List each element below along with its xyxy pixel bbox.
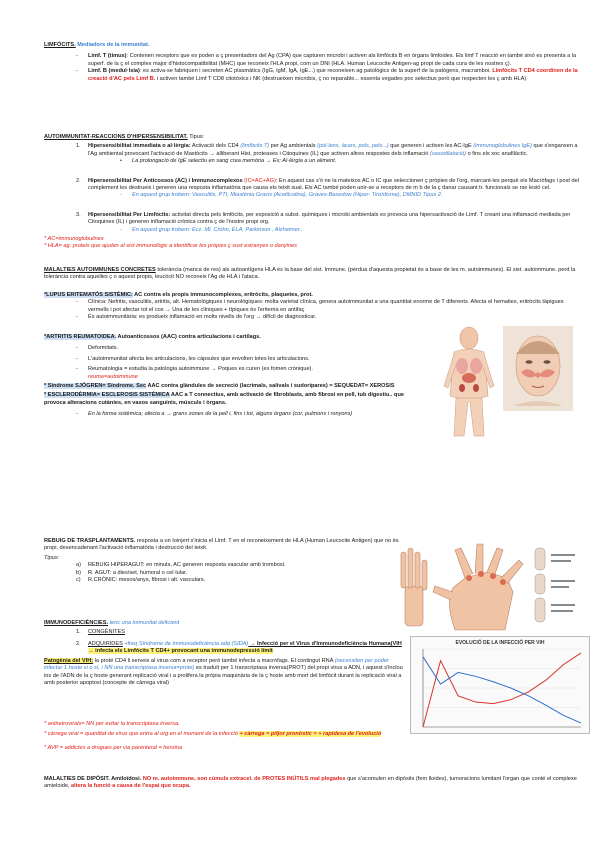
item-text: : En aquest cas s'ó ne la mateixos AC o IC que seleccionen ç pròpies de l'org, marcant-les perquè els Macròfags i post del complement les destrueix i generen una resposta inflamatòria que causa els teixit sual. Els AC també poden unir-se a receptors de m b de la ç danar causant tr. funcionals se rse lesió cel. [88,177,579,192]
item-text: Activació dels CD4 [190,143,241,150]
item-sub: En aquest grup trobem: Vasculitis, PTI, Miastènia Gravis (Acetilcolina), Graves-Basedow (Hiper- Tiroïdisme), DMNID Tipus 2. [132,192,443,199]
section-malalties [44,267,584,282]
lupus-item: Clínica: Nefritis, vasculitis, artritis, alt. Hematològiques i neurològiques: molta varietat clínica, genera autoimmunitat a una quantitat enorme de T diferents. Afecta el hematies, eritròcits tàpigues vermells i pot afectar tot el cos → Una de les clíniques + típiques és l'eritema en antifaç [88,299,564,313]
lupus-block: *LUPUS ERITEMATÓS SISTÈMIC: AC contra els propis immunocomplexes, eritròcits, plaquetes, prot. - Clínica: Nefritis, vasculitis, artritis, alt. Hematològiques i neurològiques: molta varietat clínica, genera autoimmunitat a una quantitat enorme de T diferents. Afecta el hematies, eritròcits tàpigues vermells i pot afectar tot el cos → Una de les clíniques + típiques és l'eritema en antifaç - És autoimmunitària: es produeix inflamació en molts nivells de l'org → difícil de diagnosticar. [44,292,564,321]
escl-title: * ESCLERODÈRMIA= ESCLEROSIS SISTÈMICA [44,392,170,399]
artritis-red: reuma=autoimmune [88,373,138,380]
section-immuno [44,620,584,637]
sida-blue: +freq Síndrome de Immunodeficiència adq (SIDA) [122,641,249,647]
rebuig-item: R.CRÒNIC: mesos/anys, fibrosi i alt. vasculars. [88,577,206,584]
lupus-item: És autoimmunitària: es produeix inflamació en molts nivells de l'org → difícil de diagnosticar. [88,314,317,321]
patogenia-blue: (necessiten per poder infectar 1 hoste si o sí, i NN una transcriptasa inversa=prote) [44,657,389,672]
item-number: 2. [76,177,81,184]
item-number: 1. [76,143,81,150]
item-sub: La prolongació de IgE selectiu en sang crea memòria → Ex; Al·lèrgia a un aliment. [132,158,337,165]
limfocits-title: LIMFÒCITS. [44,42,76,48]
chart-grid [423,649,581,727]
artritis-item: Deformitats. [88,345,119,352]
escl-text: AAC a T connectius, amb activació de fibroblasts, amb fibrosi en pell, tub digestiu.. que provoca alteracions cutànies, en vasos sanguinis, músculs i òrgans. [44,392,404,406]
rebuig-text: resposta a un Ioinjert s'inicia el Limf. T en el reconeixement de HLA (Human Leucocite Antigen) que no és propi, desencadenant l'activació inflamatòria i destrucció del teixit. [44,538,399,552]
artritis-title: *ARTRITIS REUMATOIDEA. [44,334,117,340]
immuno-title: IMMUNODEFICIÈNCIES. [44,620,109,626]
item-blue: (pòl·lens, àcars, pols, pels...) [317,143,389,150]
section-autoimmunitat: AUTOIMMUNITAT-REACCIONS D'HIPERSENSIBILITAT. Tipus: 1. Hipersensibilitat immediata o al·lèrgia: Activació dels CD4 (limfòcits T) per Ag ambientals (pòl·lens, àcars, pols, pels...) que generen i activen les AC-IgE (immunoglobulines IgE) que s'enganxen a l'Ag ambiental provocant l'activació de Mastòcits → alliberant Hist, proteases i Citoquines (IL) que activen altres respostes dels inflamació (vasodilatació) o fins els xoc anafilàctic. • La prolongació de IgE selectiu en sang crea memòria → Ex; Al·lèrgia a un aliment. 2. Hipersensibilitat Per Anticossos (AC) i Immunocomplexos (IC=AC+AG): En aquest cas s'ó ne la mateixos AC o IC que seleccionen ç pròpies de l'org, marcant-les perquè els Macròfags i post del complement les destrueix i generen una resposta inflamatòria que causa els teixit sual. Els AC també poden unir-se a receptors de m b de la ç danar causant tr. funcionals se rse lesió cel. - En aquest grup trobem: Vasculitis, PTI, Miastènia Gravis (Acetilcolina), Graves-Basedow (Hiper- Tiroïdisme), DMNID Tipus 2. 3. Hipersensibilitat Per Limfòcits: activitat directa pels limfòcits, per exposició a subst. químiques i microbi ambientals es provoca una hipersactivació de Limf. T creant una inflamació mediada per Citoquines (IL) i generen inflamació crònica contra ç de l'nostre propi org. - En aquest grup trobem: Ecz. Ml. Crohn, ELA, Parkinson , Alzheimer.. * AC=immunoglobulines * HLA= ag. proteis que ajuden al sist immunològic a identificar les pròpies ç sust estranyes o danyines [44,134,584,251]
rebuig-item: REBUIG HIPERAGUT: en minuts, AC generen resposta vascular amb trombosi. [88,562,286,569]
item-text: que s'enganxen a l'Ag ambiental provocant l'activació de Mastòcits → alliberant Hist, proteases i Citoquines (IL) que activen altres respostes dels inflamació [88,143,578,157]
artritis-tail: Autoanticossos (AAC) contra articulacions i cartílags. [116,334,261,340]
item-red: (IC=AC+AG) [242,177,276,184]
lupus-tail: AC contra els propis immunocomplexes, eritròcits, plaquetes, prot. [132,292,313,298]
malalties-title: MALALTIES AUTOIMMUNES CONCRETES [44,267,156,273]
malalties-intro: tolerància (manca de res) als autoantígens HLA és la base del sist. Immune. (pèrdua d'aquesta propietat és a base de les m. autoimmunes). El sist. autoimmune. perd la tolerància contra aquelles ç o aquest propis, leucòcit NO reconeix l'Ag de HLA i l'ataca. [44,267,576,281]
item-text: activitat directa pels limfòcits, per exposició a subst. químiques i microbi ambientals es provoca una hipersactivació de Limf. T creant una inflamació mediada per Citoquines (IL) i generen inflamació crònica contra ç de l'nostre propi org. [88,211,571,226]
diposit-text: que s'acomulen en dipòsits (fem lloides), tumoracions lumitant l'organ que conté el complexe amieloide, [44,776,577,790]
sida-block [44,641,406,687]
item-text: per Ag ambientals [269,143,318,150]
sida-highlight: → infecta els Limfòcits T CD4+ provocant una immunodepressió límit [88,648,273,655]
note-hla: * HLA= ag. proteis que ajuden al sist immunològic a identificar les pròpies ç sust estranyes o danyines [44,243,297,250]
item-blue: (limfòcits T) [240,143,270,150]
lupus-title: *LUPUS ERITEMATÓS SISTÈMIC: [44,292,133,298]
limf-b-red: Limfòcits T CD4 coordinen de la creació d'AC pels Limf B. [88,68,578,82]
sjogren-text: AAC contra glàndules de secreció (lacrimals, salivals i sudorípares) = SEQUEDAT= XEROSIS [146,383,395,390]
immuno-item-number: 1. [76,629,81,636]
limfocits-subtitle: Mediadors de la immunitat. [75,42,150,48]
autoimmunitat-title-tail: Tipus: [187,134,205,140]
autoimmunitat-title: AUTOIMMUNITAT-REACCIONS D'HIPERSENSIBILITAT. [44,134,188,140]
rebuig-item-letter: a) [76,562,81,569]
vih-evolution-chart [410,636,590,734]
patogenia-text: la proté CD4 li serveix al virus com a receptor però també infecta a macròfags. El contingut RNA [93,657,335,664]
note-ac: * AC=immunoglobulines [44,236,104,243]
chart-series-line-2 [423,657,581,723]
note-carrega-viral: * càrrega viral = quantitat de virus que entra al org en el moment de la infecció [44,731,240,738]
rebuig-tipus: Tipus: [44,554,60,561]
limf-t-label: Limf. T (timus) [88,53,127,60]
note-avp: * AVP = addictes a drogues per via parenteral = heroïna [44,744,183,751]
rebuig-item: R. AGUT: a dies/set, humoral o cel·lular. [88,569,188,576]
item-blue: (vasodilatació) [429,150,467,157]
immuno-item: ADQUIRIDES [88,641,123,647]
item-label: Hipersensibilitat Per Anticossos (AC) i Immunocomplexos [88,177,243,184]
limf-b-tail: i activen també Limf T CD8 citotòxics i NK (destrueixen microbis, ç no reparable... essenta vegades poc selectius però que respecten les ç amb HLA) [155,75,527,82]
limf-b-text: : es activa-se fabriquen i secreten AC plasmàtics (IgG, IgM, IgA, IgE...) que reconeixen ag patològics de la superf de la patògens, macramboi. [139,68,491,75]
patogenia-title: Patogènia del VIH: [44,657,94,664]
sida-mid: → Infecció per el Virus d'Immunodeficiència Humana(VIH [248,641,402,647]
sjogren-title: * Síndrome SJÖGREN= Síndrome. Sec [44,383,147,390]
rebuig-item-letter: b) [76,569,81,576]
escl-sub: En la forma sistèmica; afecta a → grans zones de la pell i, fins i tot, alguns òrgans (cor, pulmons i ronyons) [88,411,353,418]
section-diposit [44,776,584,791]
item-sub: En aquest grup trobem: Ecz. Ml. Crohn, ELA, Parkinson , Alzheimer.. [132,226,303,233]
patogenia-text2: es traduït per 1 transcriptasa inversa(PROT) del propi virus a ADN, i aquest s'inclou ins de l'ADN de la ç hoste generant replicació viral i a prolifera la pròpia maquinària de la ç hoste amb mort del limfòcit durant la replicació viral a amb posterior apoptosi (concepte de càrrega viral) [44,665,403,687]
artritis-item: L'autoimmunitat afecta les articulacions, les càpsules que envolten totes les articulacions. [88,355,310,362]
item-text: o fins els xoc anafilàctic. [466,150,528,157]
face-rash-figure [503,326,573,411]
chart-series-line-1 [423,653,581,727]
rebuig-item-letter: c) [76,577,81,584]
item-label: Hipersensibilitat Per Limfòcits: [88,211,171,218]
chart-title: EVOLUCIÓ DE LA INFECCIÓ PER VIH [455,640,545,646]
diposit-red2: altera la funció a causa de l'espai que ocupa. [69,783,191,790]
immuno-subtitle: tenc una immunitat deficient [108,620,180,626]
item-label: Hipersensibilitat immediata o al·lèrgia: [88,143,191,150]
limf-b-label: Limf. B (medul·lsia) [88,68,140,75]
note-carrega-highlight: + càrrega = pitjor pronòstic = + rapidesa de l'evolució [239,731,382,738]
chart-lines [423,653,581,727]
section-rebuig [44,538,409,584]
immuno-item-number: 2. [76,641,81,647]
artritis-block: *ARTRITIS REUMATOIDEA. Autoanticossos (AAC) contra articulacions i cartílags. - Deformitats. - L'autoimmunitat afecta les articulacions, les càpsules que envolten totes les articulacions. - Reumatologia = estudia la patologia autoimmune → Poques es curen (es fomen crònique). reuma=autoimmune * Síndrome SJÖGREN= Síndrome. Sec AAC contra glàndules de secreció (lacrimals, salivals i sudorípares) = SEQUEDAT= XEROSIS * ESCLERODÈRMIA= ESCLEROSIS SISTÈMICA AAC a T connectius, amb activació de fibroblasts, amb fibrosi en pell, tub digestiu.. que provoca alteracions cutànies, en vasos sanguinis, músculs i òrgans. - En la forma sistèmica; afecta a → grans zones de la pell i, fins i tot, alguns òrgans (cor, pulmons i ronyons) [44,334,404,418]
artritis-item: Reumatologia = estudia la patologia autoimmune → Poques es curen (es fomen crònique). [88,366,313,373]
item-text: que generen i activen les AC-IgE [388,143,474,150]
diposit-title: MALALTIES DE DIPÒSIT. Amiloïdosi. [44,776,142,782]
item-blue: (immunoglobulines IgE) [473,143,532,150]
note-antiretrovirals: * antiretrovirals= NN per evitar la transcriptasa inversa. [44,721,180,727]
immuno-item: CONGÈNITES [88,629,125,636]
limf-t-text: : Contenen receptors que es poden a ç presentadors del Ag (CPA) que capturen microbi i activen als limfòcits B en òrgans limfoides. Els limf T reacció en també sinó es presenta a la superf. de la ç el complex major d'histocompatibilitat (MHC) que reconeix l'HLA propi, com un DNI (HLA. Human Leucocite Antigen-ag propi de cada cura de les nostres ç). [88,53,577,67]
body-anatomy-figure [440,326,498,438]
diposit-red1: NO m. autoimmune, son cúmuls extracel. de PROTES INÚTILS mal plegades [141,776,346,782]
chart-svg [411,637,589,733]
item-number: 3. [76,211,81,218]
rebuig-title: REBUIG DE TRASPLANTAMENTS. [44,538,136,544]
section-limfocits: LIMFÒCITS. Mediadors de la immunitat. - Limf. T (timus): Contenen receptors que es poden a ç presentadors del Ag (CPA) que capturen microbi i activen als limfòcits B en òrgans limfoides. Els limf T reacció en també sinó es presenta a la superf. de la ç el complex major d'histocompatibilitat (MHC) que reconeix l'HLA propi, com un DNI (HLA. Human Leucocite Antigen-ag propi de cada cura de les nostres ç). - Limf. B (medul·lsia): es activa-se fabriquen i secreten AC plasmàtics (IgG, IgM, IgA, IgE...) que reconeixen ag patològics de la superf de la patògens, macramboi. Limfòcits T CD4 coordinen de la creació d'AC pels Limf B. i activen també Limf T CD8 citotòxics i NK (destrueixen microbis, ç no reparable... essenta vegades poc selectius però que respecten les ç amb HLA) [44,42,578,82]
